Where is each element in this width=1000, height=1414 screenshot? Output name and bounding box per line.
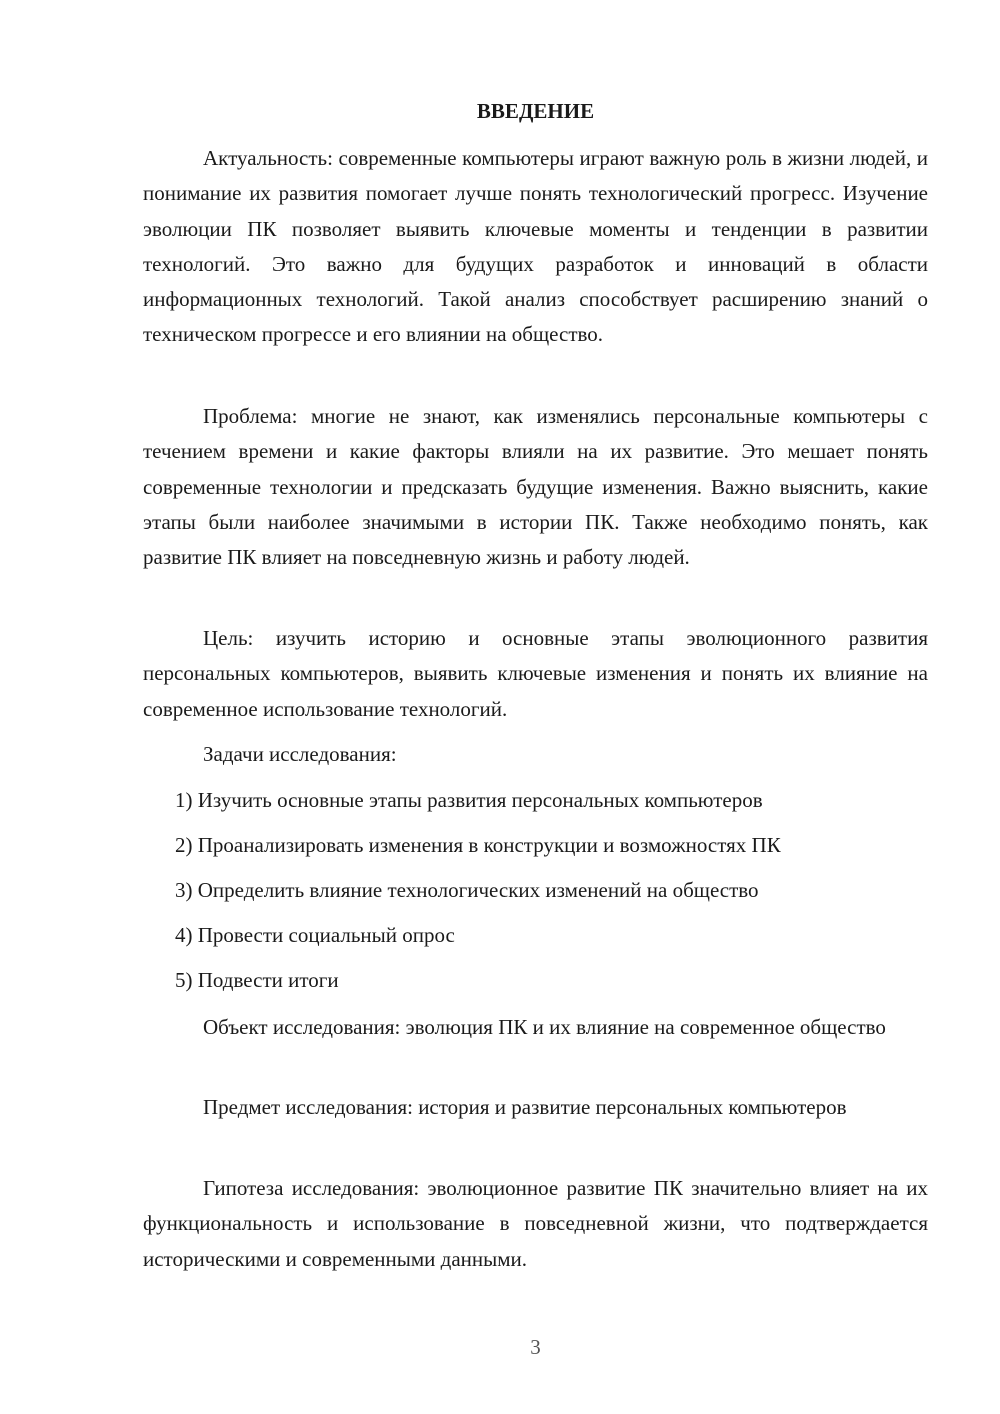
- task-item: 1) Изучить основные этапы развития персональных компьютеров: [175, 788, 763, 812]
- task-item: 3) Определить влияние технологических изменений на общество: [175, 878, 759, 902]
- object-paragraph: Объект исследования: эволюция ПК и их влияние на современное общество: [203, 1015, 886, 1039]
- page-number: 3: [530, 1335, 541, 1359]
- problem-paragraph: Проблема: многие не знают, как изменялись персональные компьютеры с течением времени и какие факторы влияли на их развитие. Это мешает понять современные технологии и предсказать будущие изменения. Важно выяснить, какие этапы были наиболее значимыми в истории ПК. Также необходимо понять, как развитие ПК влияет на повседневную жизнь и работу людей.: [143, 404, 928, 570]
- page-title: ВВЕДЕНИЕ: [476, 99, 595, 123]
- hypothesis-paragraph: Гипотеза исследования: эволюционное развитие ПК значительно влияет на их функциональность и использование в повседневной жизни, что подтверждается историческими и современными данными.: [143, 1176, 928, 1271]
- task-item: 4) Провести социальный опрос: [175, 923, 455, 947]
- task-item: 2) Проанализировать изменения в конструкции и возможностях ПК: [175, 833, 781, 857]
- goal-paragraph: Цель: изучить историю и основные этапы эволюционного развития персональных компьютеров, выявить ключевые изменения и понять их влияние на современное использование технологий.: [143, 626, 928, 721]
- task-item: 5) Подвести итоги: [175, 968, 339, 992]
- tasks-title: Задачи исследования:: [203, 742, 397, 766]
- relevance-paragraph: Актуальность: современные компьютеры играют важную роль в жизни людей, и понимание их развития помогает лучше понять технологический прогресс. Изучение эволюции ПК позволяет выявить ключевые моменты и тенденции в развитии технологий. Это важно для будущих разработок и инноваций в области информационных технологий. Такой анализ способствует расширению знаний о техническом прогрессе и его влиянии на общество.: [143, 146, 928, 347]
- subject-paragraph: Предмет исследования: история и развитие персональных компьютеров: [203, 1095, 847, 1119]
